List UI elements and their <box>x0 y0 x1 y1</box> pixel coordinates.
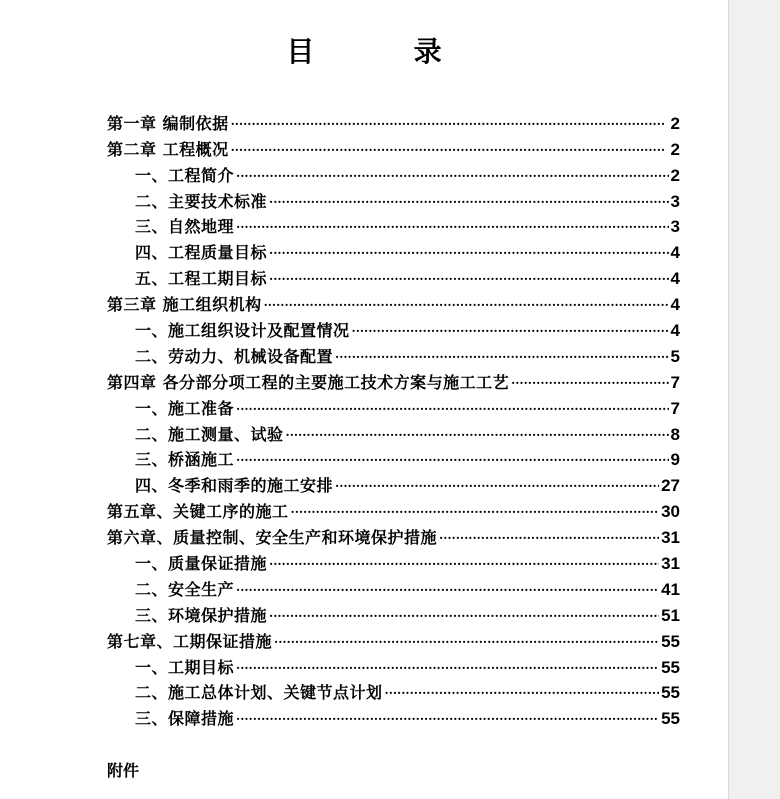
toc-page-number: 55 <box>661 683 680 703</box>
dot-leader <box>291 504 660 518</box>
toc-page-number: 9 <box>670 450 680 470</box>
dot-leader <box>269 608 659 622</box>
toc-section-entry[interactable] <box>107 186 680 212</box>
toc-page-number: 7 <box>670 398 680 418</box>
toc-entry-label: 第六章、质量控制、安全生产和环境保护措施 <box>107 528 438 548</box>
toc-chapter-entry[interactable] <box>107 108 680 134</box>
toc-entry-label: 五、工程工期目标 <box>135 269 268 289</box>
toc-page-number: 4 <box>670 321 680 341</box>
dot-leader <box>236 660 659 674</box>
toc-entry-label: 二、劳动力、机械设备配置 <box>135 346 334 366</box>
toc-entry-label: 第四章 各分部分项工程的主要施工技术方案与施工工艺 <box>107 372 510 392</box>
toc-entry-label: 三、自然地理 <box>135 217 235 237</box>
toc-entry-label: 四、冬季和雨季的施工安排 <box>135 476 334 496</box>
toc-entry-label: 三、桥涵施工 <box>135 450 235 470</box>
toc-section-entry[interactable] <box>107 600 680 626</box>
toc-section-entry[interactable] <box>107 212 680 238</box>
toc-page-number: 41 <box>661 579 680 599</box>
dot-leader <box>236 219 669 233</box>
toc-section-entry[interactable] <box>107 574 680 600</box>
toc-entry-label: 一、质量保证措施 <box>135 554 268 574</box>
toc-entry-label: 二、施工总体计划、关键节点计划 <box>135 683 383 703</box>
dot-leader <box>231 116 669 130</box>
dot-leader <box>236 452 669 466</box>
dot-leader <box>352 323 669 337</box>
toc-page-number: 3 <box>670 191 680 211</box>
toc-entry-label: 四、工程质量目标 <box>135 243 268 263</box>
toc-section-entry[interactable] <box>107 548 680 574</box>
dot-leader <box>286 427 669 441</box>
toc-entry-label: 二、安全生产 <box>135 579 235 599</box>
window-gutter <box>728 0 780 799</box>
toc-section-entry[interactable] <box>107 315 680 341</box>
dot-leader <box>269 245 669 259</box>
dot-leader <box>335 478 659 492</box>
toc-page-number: 2 <box>670 165 680 185</box>
toc-page-number: 51 <box>661 605 680 625</box>
dot-leader <box>264 297 669 311</box>
toc-entry-label: 第七章、工期保证措施 <box>107 631 273 651</box>
toc-section-entry[interactable] <box>107 237 680 263</box>
toc-section-entry[interactable] <box>107 419 680 445</box>
toc-page-number: 55 <box>661 657 680 677</box>
toc-chapter-entry[interactable] <box>107 626 680 652</box>
toc-chapter-entry[interactable] <box>107 367 680 393</box>
dot-leader <box>439 530 659 544</box>
toc-page-number: 4 <box>670 269 680 289</box>
toc-entry-label: 二、主要技术标准 <box>135 191 268 211</box>
toc-page-number: 55 <box>661 709 680 729</box>
table-of-contents <box>107 108 680 729</box>
dot-leader <box>269 556 659 570</box>
toc-section-entry[interactable] <box>107 678 680 704</box>
toc-chapter-entry[interactable] <box>107 134 680 160</box>
toc-section-entry[interactable] <box>107 263 680 289</box>
toc-page-number: 4 <box>670 295 680 315</box>
dot-leader <box>236 711 659 725</box>
toc-page-number: 5 <box>670 346 680 366</box>
dot-leader <box>274 634 659 648</box>
toc-page-number: 31 <box>661 554 680 574</box>
toc-entry-label: 三、保障措施 <box>135 709 235 729</box>
toc-entry-label: 第三章 施工组织机构 <box>107 295 262 315</box>
dot-leader <box>269 271 669 285</box>
appendix-heading: 附件 <box>107 761 140 780</box>
dot-leader <box>236 168 669 182</box>
toc-section-entry[interactable] <box>107 652 680 678</box>
toc-entry-label: 第一章 编制依据 <box>107 113 229 133</box>
toc-entry-label: 一、工期目标 <box>135 657 235 677</box>
toc-entry-label: 第二章 工程概况 <box>107 139 229 159</box>
toc-page-number: 31 <box>661 528 680 548</box>
toc-page-number: 4 <box>670 243 680 263</box>
toc-section-entry[interactable] <box>107 703 680 729</box>
toc-section-entry[interactable] <box>107 470 680 496</box>
toc-entry-label: 一、施工准备 <box>135 398 235 418</box>
toc-chapter-entry[interactable] <box>107 289 680 315</box>
toc-page-number: 55 <box>661 631 680 651</box>
toc-chapter-entry[interactable] <box>107 496 680 522</box>
toc-entry-label: 三、环境保护措施 <box>135 605 268 625</box>
toc-page-number: 7 <box>670 372 680 392</box>
toc-entry-label: 二、施工测量、试验 <box>135 424 284 444</box>
toc-page-number: 30 <box>661 502 680 522</box>
page-title: 目 录 <box>286 35 487 68</box>
toc-page-number: 2 <box>670 113 680 133</box>
dot-leader <box>511 375 668 389</box>
dot-leader <box>385 685 660 699</box>
toc-section-entry[interactable] <box>107 160 680 186</box>
dot-leader <box>335 349 669 363</box>
dot-leader <box>231 142 669 156</box>
dot-leader <box>236 582 659 596</box>
toc-entry-label: 一、工程简介 <box>135 165 235 185</box>
toc-page-number: 2 <box>670 139 680 159</box>
toc-entry-label: 一、施工组织设计及配置情况 <box>135 321 350 341</box>
dot-leader <box>269 194 669 208</box>
toc-page-number: 8 <box>670 424 680 444</box>
dot-leader <box>236 401 669 415</box>
toc-entry-label: 第五章、关键工序的施工 <box>107 502 289 522</box>
toc-section-entry[interactable] <box>107 445 680 471</box>
toc-section-entry[interactable] <box>107 393 680 419</box>
toc-section-entry[interactable] <box>107 341 680 367</box>
toc-page-number: 3 <box>670 217 680 237</box>
toc-page-number: 27 <box>661 476 680 496</box>
toc-chapter-entry[interactable] <box>107 522 680 548</box>
